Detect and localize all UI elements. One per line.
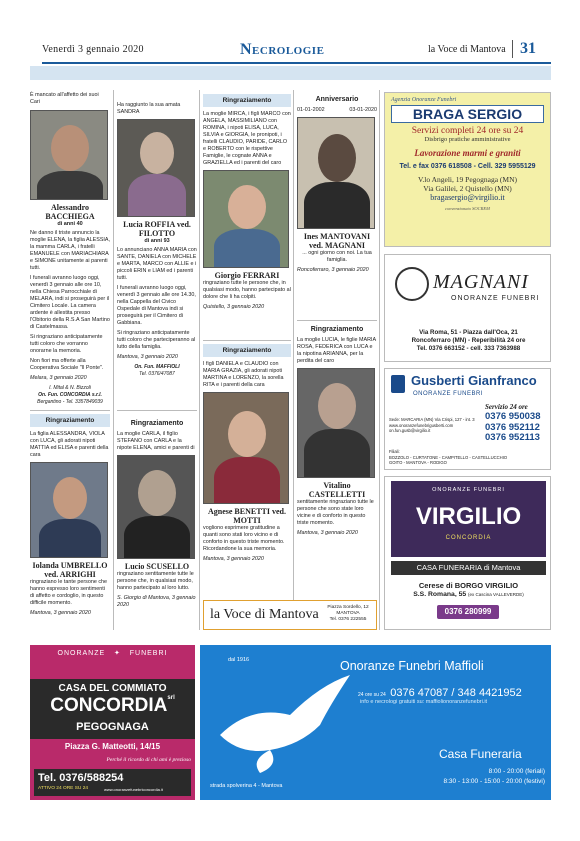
concordia-ad: ONORANZE ✦ FUNEBRI CASA DEL COMMIATO $CONCORDIA^{srl}$ PEGOGNAGA Piazza G. Matteotti, 14/15 Perché il ricordo di chi ami è prezioso Tel. 0376/588254 ATTIVO 24 ORE SU 24 www.onoranzefunebriconcordia.it <box>30 645 195 800</box>
anniversario-mantovani: Anniversario 01-01-2002 03-01-2020 Ines MANTOVANI ved. MAGNANI ... ogni giorno con noi. La tua famiglia. Roncoferraro, 3 gennaio 2020 <box>297 96 377 273</box>
ringraziamento-scusello: Ringraziamento La moglie CARLA, il figlio STEFANO con CARLA e la nipote ELENA, amici e parenti di Lucio SCUSELLO ringraziano sentitamente tutte le persone che, in qualsiasi modo, hanno partecipato al loro lutto. S. Giorgio di Mantova, 3 gennaio 2020 <box>117 420 196 608</box>
portrait-photo <box>30 462 108 558</box>
obituary-roffia: Ha raggiunto la sua amata SANDRA Lucia ROFFIA ved. FILOTTO di anni 93 Lo annunciano ANNA MARIA con SANTE, DANIELA con MICHELE e MARTA, MARCO con ALLIE e i piccoli ERIN e LIAM ed i parenti tutti. I funerali avranno luogo oggi, venerdì 3 gennaio alle ore 14.30, nella Cappella del Civico Ospedale di Mantova indi si proseguirà per il Cimitero di Gabbiana. Si ringraziano anticipatamente tutti coloro che parteciperanno al lutto della famiglia. Mantova, 3 gennaio 2020 On. Fun. MAFFIOLI Tel. 0376/47087 <box>117 102 197 377</box>
magnani-ad: MAGNANI ONORANZE FUNEBRI Via Roma, 51 - Piazza dall'Oca, 21 Roncoferraro (MN) - Reperibilità 24 ore Tel. 0376 663152 - cell. 333 7363988 <box>384 254 551 362</box>
column-divider <box>113 90 114 630</box>
portrait-photo <box>203 392 289 504</box>
header-date: Venerdì 3 gennaio 2020 <box>42 44 144 55</box>
column-divider <box>199 90 200 630</box>
deceased-name: Vitalino CASTELLETTI <box>308 481 366 499</box>
portrait-photo <box>30 110 108 200</box>
ringraziamento-ferrari: Ringraziamento La moglie MIRCA, i figli MARCO con ANGELA, MASSIMILIANO con ROMINA, i nipoti ELISA, LUCA, SILVIA e GIORGIA, le pronipoti, i fratelli CLAUDIO, PARIDE, CARLO e ROBERTO con le rispettive Famiglie, le cognate ANNA e GRAZIELLA ed i parenti del caro Giorgio FERRARI ringraziano tutte le persone che, in qualsiasi modo, hanno partecipato al dolore che li ha colpiti. Quistello, 3 gennaio 2020 <box>203 94 291 314</box>
ringraziamento-umbrello: Ringraziamento La figlia ALESSANDRA, VIOLA con LUCA, gli adorati nipoti MATTIA ed ELISA e parenti della cara Iolanda UMBRELLO ved. ARRIGHI ringraziano le tante persone che hanno espresso loro sentimenti di affetto e cordoglio, in questo difficile momento. Mantova, 3 gennaio 2020 <box>30 414 110 620</box>
portrait-photo <box>297 368 375 478</box>
header-divider <box>512 40 513 58</box>
magnani-logo-icon <box>395 267 429 301</box>
portrait-photo <box>297 117 375 229</box>
voce-di-mantova-ad: la Voce di Mantova Piazza Sordello, 12 MANTOVA Tel. 0376 222555 <box>203 600 377 630</box>
dove-icon <box>210 665 360 775</box>
deceased-name: Ines MANTOVANI ved. MAGNANI <box>303 232 371 250</box>
header-rule <box>42 62 551 64</box>
header-band <box>30 66 551 80</box>
deceased-name: Lucio SCUSELLO <box>124 562 190 571</box>
gusberti-logo-icon <box>391 375 405 393</box>
deceased-name: Lucia ROFFIA ved. FILOTTO <box>123 220 191 238</box>
gusberti-ad: Gusberti Gianfranco ONORANZE FUNEBRI Servizio 24 ore 0376 950038 0376 952112 0376 952113 Sede: MARCARIA (MN) Via Crispi, 127 - int. 3 www.onoranzefunebrigusberti.com on.fun.gusb@virgilio.it Filiali: BOZZOLO - CURTATONE - CAMPITELLO - CASTELLUCCHIO GOITO - MANTOVA - RODIGO <box>384 368 551 470</box>
ringraziamento-benetti: Ringraziamento I figli DANIELA e CLAUDIO con MARIA GRAZIA, gli adorati nipoti MARTINA e LORENZO, la sorella RITA e i parenti della cara Agnese BENETTI ved. MOTTI vogliono esprimere gratitudine a quanti sono stati loro vicino e di conforto in questo triste momento. Ricordandone la sua memoria. Mantova, 3 gennaio 2020 <box>203 344 291 566</box>
obituary-bacchiega: È mancato all'affetto dei suoi Cari Alessandro BACCHIEGA di anni 40 Ne danno il triste annuncio la moglie ELENA, la figlia ALESSIA, la mamma CARLA, i fratelli EMANUELE con MARIACHIARA e SIMONE unitamente ai parenti tutti. I funerali avranno luogo oggi, venerdì 3 gennaio alle ore 10, nella Chiesa Parrocchiale di MELARA, indi si proseguirà per il Cimitero Locale. La camera ardente è allestita presso l'Obitorio della R.S.A San Martino di Castelmassa. Si ringraziano anticipatamente tutti coloro che vorranno onorarne la memoria. Non fiori ma offerte alla Cooperativa Sociale "Il Ponte". Melara, 3 gennaio 2020 I. Mital & N. Bizzoli On. Fun. CONCORDIA s.r.l. Bergantino - Tel. 3357849039 <box>30 92 111 405</box>
deceased-name: Giorgio FERRARI <box>214 271 280 280</box>
deceased-name: Iolanda UMBRELLO ved. ARRIGHI <box>32 561 108 579</box>
deceased-name: Agnese BENETTI ved. MOTTI <box>207 507 286 525</box>
column-divider <box>379 90 380 630</box>
deceased-name: Alessandro BACCHIEGA <box>45 203 95 221</box>
portrait-photo <box>117 455 195 559</box>
maffioli-ad: dal 1916 Onoranze Funebri Maffioli 24 ore su 24 0376 47087 / 348 4421952 info e necrologi gratuiti su: maffiolionoranzefunebri.it Casa Funeraria 8:00 - 20:00 (feriali) 8:30 - 13:00 - 15:00 - 20:00 (festivi) strada spolverina 4 - Mantova <box>200 645 551 800</box>
column-divider <box>293 90 294 600</box>
braga-sergio-ad: Agenzia Onoranze Funebri BRAGA SERGIO Servizi completi 24 ore su 24 Disbrigo pratiche amministrative Lavorazione marmi e graniti Tel. e fax 0376 618508 - Cell. 329 5955129 V.lo Angeli, 19 Pegognaga (MN) Via Galilei, 2 Quistello (MN) bragasergio@virgilio.it convenzionato SOCREM <box>384 92 551 247</box>
virgilio-ad: ONORANZE FUNEBRI VIRGILIO CONCORDIA CASA FUNERARIA di Mantova Cerese di BORGO VIRGILIO S.S. Romana, 55 (ex Cascina VALLEVERDE) 0376 280999 <box>384 476 551 630</box>
portrait-photo <box>203 170 289 268</box>
publication-name: la Voce di Mantova <box>428 44 506 55</box>
ringraziamento-castelletti: Ringraziamento La moglie LUCIA, le figlie MARIA ROSA, FEDERICA con LUCA e la nipotina ARIANNA, per la perdita del caro Vitalino CASTELLETTI sentitamente ringraziano tutte le persone che sono state loro vicine e di conforto in questo triste momento. Mantova, 3 gennaio 2020 <box>297 326 376 536</box>
section-title: Necrologie <box>240 41 325 58</box>
portrait-photo <box>117 119 195 217</box>
page-number: 31 <box>520 40 536 57</box>
